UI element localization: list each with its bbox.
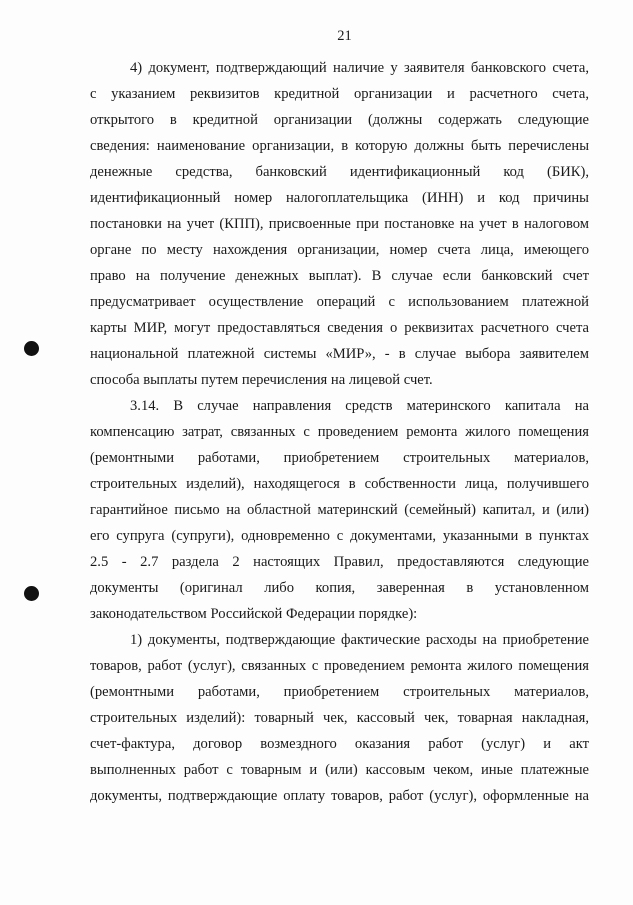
page-number: 21	[337, 28, 352, 44]
text-line: гарантийное письмо на областной материнский (семейный) капитал, и (или)	[90, 502, 589, 518]
text-line: 1) документы, подтверждающие фактические расходы на приобретение	[130, 632, 589, 648]
text-line: 3.14. В случае направления средств материнского капитала на	[130, 398, 589, 414]
text-line: строительных изделий), находящегося в собственности лица, получившего	[90, 476, 589, 492]
text-line: 4) документ, подтверждающий наличие у заявителя банковского счета,	[130, 60, 589, 76]
text-line: идентификационный номер налогоплательщика (ИНН) и код причины	[90, 190, 589, 206]
text-line: органе по месту нахождения организации, номер счета лица, имеющего	[90, 242, 589, 258]
text-line: право на получение денежных выплат). В случае если банковский счет	[90, 268, 589, 284]
text-line: с указанием реквизитов кредитной организации и расчетного счета,	[90, 86, 589, 102]
punch-hole-mark	[24, 341, 39, 356]
text-line: открытого в кредитной организации (должны содержать следующие	[90, 112, 589, 128]
text-line: документы (оригинал либо копия, заверенная в установленном	[90, 580, 589, 596]
text-line: выполненных работ с товарным и (или) кассовым чеком, иные платежные	[90, 762, 589, 778]
text-line: товаров, работ (услуг), связанных с проведением ремонта жилого помещения	[90, 658, 589, 674]
punch-hole-mark	[24, 586, 39, 601]
text-line: 2.5 - 2.7 раздела 2 настоящих Правил, предоставляются следующие	[90, 554, 589, 570]
text-line: (ремонтными работами, приобретением строительных материалов,	[90, 684, 589, 700]
document-body	[90, 55, 589, 809]
text-line: законодательством Российской Федерации порядке):	[90, 606, 418, 622]
text-line: денежные средства, банковский идентификационный код (БИК),	[90, 164, 589, 180]
text-line: предусматривает осуществление операций с использованием платежной	[90, 294, 589, 310]
text-line: компенсацию затрат, связанных с проведением ремонта жилого помещения	[90, 424, 589, 440]
text-line: строительных изделий): товарный чек, кассовый чек, товарная накладная,	[90, 710, 589, 726]
text-line: документы, подтверждающие оплату товаров, работ (услуг), оформленные на	[90, 788, 589, 804]
text-line: счет-фактура, договор возмездного оказания работ (услуг) и акт	[90, 736, 589, 752]
text-line: способа выплаты путем перечисления на лицевой счет.	[90, 372, 433, 388]
text-line: (ремонтными работами, приобретением строительных материалов,	[90, 450, 589, 466]
text-line: национальной платежной системы «МИР», - в случае выбора заявителем	[90, 346, 589, 362]
text-line: его супруга (супруги), одновременно с документами, указанными в пунктах	[90, 528, 589, 544]
text-line: сведения: наименование организации, в которую должны быть перечислены	[90, 138, 589, 154]
text-line: постановки на учет (КПП), присвоенные при постановке на учет в налоговом	[90, 216, 589, 232]
text-line: карты МИР, могут предоставляться сведения о реквизитах расчетного счета	[90, 320, 589, 336]
